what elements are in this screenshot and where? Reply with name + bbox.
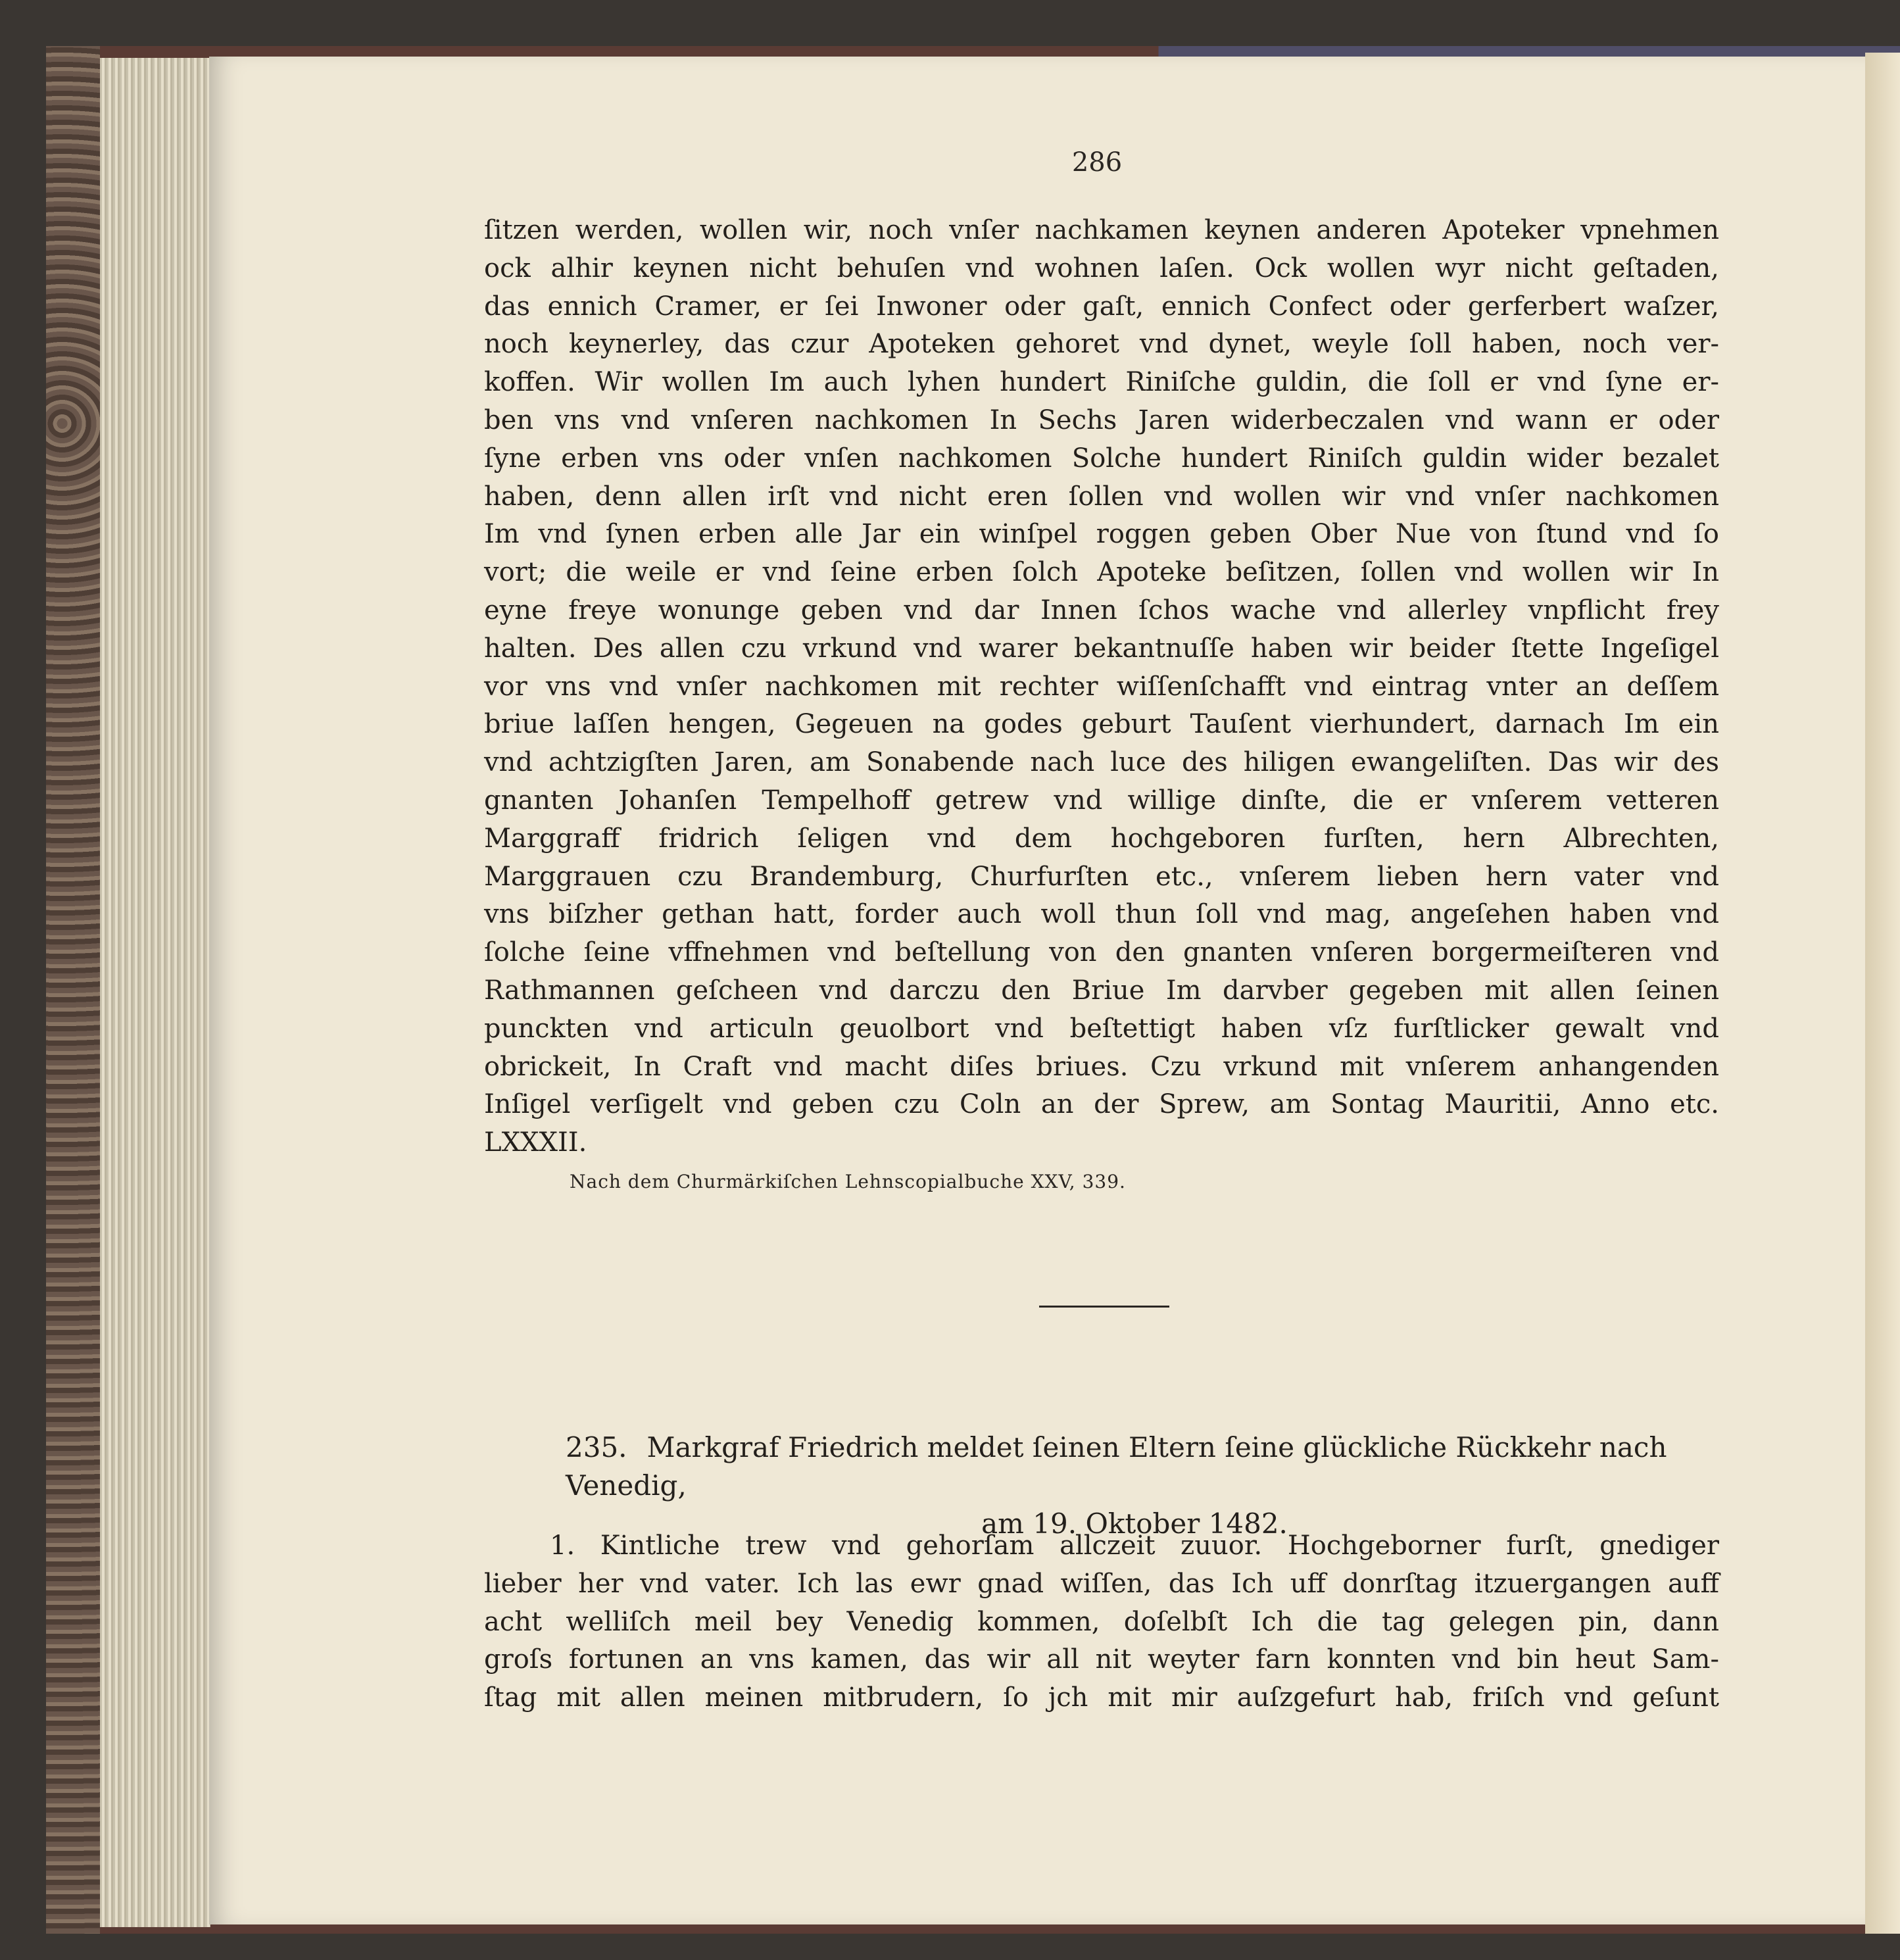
text-line: 1. Kintliche trew vnd gehorſam allczeit zuuor. Hochgeborner furſt, gnediger [550, 1531, 1719, 1561]
text-line: halten. Des allen czu vrkund vnd warer bekantnuſſe haben wir beider ſtette Ingeſigel [484, 633, 1719, 664]
text-line: ſyne erben vns oder vnſen nachkomen Solche hundert Riniſch guldin wider bezalet [484, 443, 1719, 474]
text-line: ſolche ſeine vffnehmen vnd beſtellung von den gnanten vnſeren borgermeiſteren vnd [484, 937, 1719, 968]
facing-page-edge [1865, 53, 1900, 1934]
text-line: vnd achtzigſten Jaren, am Sonabende nach luce des hiligen ewangeliſten. Das wir des [484, 747, 1719, 778]
main-text-block [484, 212, 1719, 1162]
text-line: ſitzen werden, wollen wir, noch vnſer nachkamen keynen anderen Apoteker vpnehmen [484, 215, 1719, 245]
document-title: Markgraf Friedrich meldet ſeinen Eltern ſeine glückliche Rückkehr nach Venedig, [566, 1431, 1667, 1502]
text-line: vort; die weile er vnd ſeine erben ſolch Apoteke beſitzen, ſollen vnd wollen wir In [484, 557, 1719, 588]
text-line: ſtag mit allen meinen mitbrudern, ſo jch mit mir auſzgefurt hab, friſch vnd geſunt [484, 1682, 1719, 1713]
source-note: Nach dem Churmärkiſchen Lehnscopialbuche XXV, 339. [570, 1171, 1126, 1192]
text-line: ock alhir keynen nicht behuſen vnd wohnen laſen. Ock wollen wyr nicht geſtaden, [484, 253, 1719, 283]
text-line: vns biſzher gethan hatt, forder auch woll thun ſoll vnd mag, angeſehen haben vnd [484, 899, 1719, 930]
text-line: Rathmannen geſcheen vnd darczu den Briue Im darvber gegeben mit allen ſeinen [484, 975, 1719, 1006]
document-heading [526, 1429, 1717, 1543]
text-line: briue laſſen hengen, Gegeuen na godes geburt Tauſent vierhundert, darnach Im ein [484, 709, 1719, 740]
document-number: 235. [566, 1431, 627, 1463]
text-line: eyne freye wonunge geben vnd dar Innen ſchos wache vnd allerley vnpflicht frey [484, 595, 1719, 625]
text-line: groſs fortunen an vns kamen, das wir all nit weyter farn konnten vnd bin heut Sam- [484, 1644, 1719, 1675]
text-line: vor vns vnd vnſer nachkomen mit rechter wiſſenſchafft vnd eintrag vnter an deſſem [484, 671, 1719, 702]
text-line: noch keynerley, das czur Apoteken gehoret vnd dynet, weyle ſoll haben, noch ver- [484, 329, 1719, 360]
text-line: acht welliſch meil bey Venedig kommen, doſelbſt Ich die tag gelegen pin, dann [484, 1606, 1719, 1637]
text-line: Marggraff fridrich ſeligen vnd dem hochgeboren furſten, hern Albrechten, [484, 823, 1719, 854]
page-stack-edges [100, 58, 210, 1927]
text-line: LXXXII. [484, 1127, 587, 1158]
text-line: Inſigel verſigelt vnd geben czu Coln an der Sprew, am Sontag Mauritii, Anno etc. [484, 1089, 1719, 1120]
marbled-cover-edge [46, 46, 100, 1934]
text-line: haben, denn allen irſt vnd nicht eren ſollen vnd wollen wir vnd vnſer nachkomen [484, 481, 1719, 512]
heading-line-1 [526, 1429, 1717, 1505]
text-line: punckten vnd articuln geuolbort vnd beſtettigt haben vſz furſtlicker gewalt vnd [484, 1013, 1719, 1044]
text-line: Im vnd ſynen erben alle Jar ein winſpel roggen geben Ober Nue von ſtund vnd ſo [484, 519, 1719, 550]
text-line: Marggrauen czu Brandemburg, Churfurſten etc., vnſerem lieben hern vater vnd [484, 861, 1719, 892]
text-line: gnanten Johanſen Tempelhoff getrew vnd willige dinſte, die er vnſerem vetteren [484, 785, 1719, 816]
section-divider [1039, 1306, 1169, 1308]
text-line: lieber her vnd vater. Ich las ewr gnad wiſſen, das Ich uff donrſtag itzuergangen auff [484, 1568, 1719, 1599]
text-line: koffen. Wir wollen Im auch lyhen hundert Riniſche guldin, die ſoll er vnd ſyne er- [484, 367, 1719, 398]
text-line: obrickeit, In Craft vnd macht diſes briues. Czu vrkund mit vnſerem anhangenden [484, 1051, 1719, 1082]
letter-text-block [484, 1527, 1719, 1717]
text-line: das ennich Cramer, er ſei Inwoner oder gaſt, ennich Confect oder gerferbert waſzer, [484, 291, 1719, 322]
text-line: ben vns vnd vnſeren nachkomen In Sechs Jaren widerbeczalen vnd wann er oder [484, 404, 1719, 435]
page-number: 286 [1071, 147, 1123, 178]
document-date: am 19. Oktober 1482. [981, 1507, 1288, 1540]
